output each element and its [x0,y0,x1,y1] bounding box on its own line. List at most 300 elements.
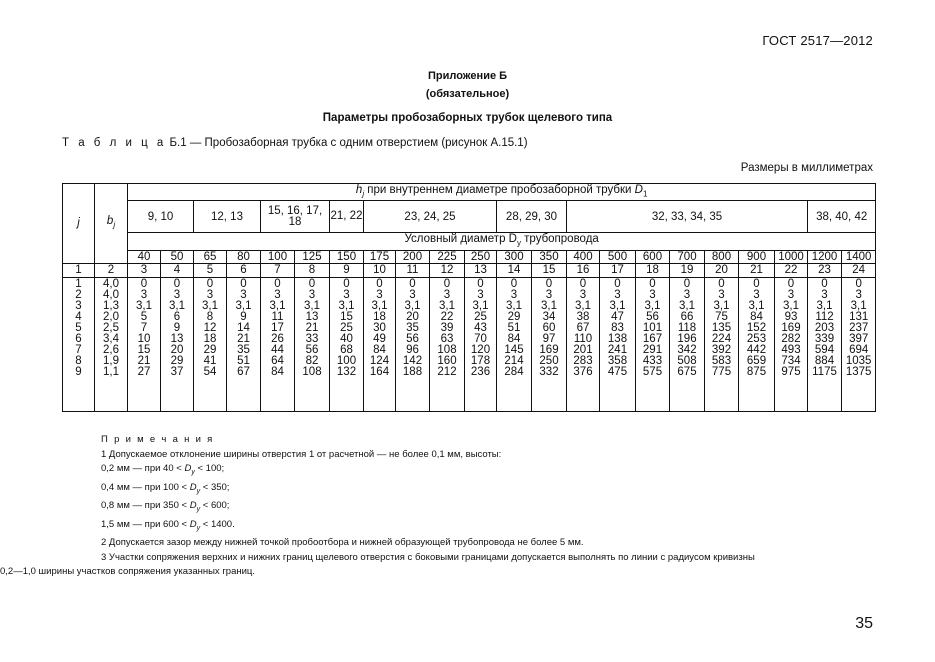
dn-value-cell: 600 [636,250,670,263]
table-value: 884 [814,355,835,368]
appendix-status: (обязательное) [425,88,510,100]
units-note: Размеры в миллиметрах [740,162,873,174]
note-1-range-1: 0,2 мм — при $40 < D_y < 100$; [101,463,225,477]
column-number-cell: 11 [396,263,430,277]
table-value: 37 [170,366,184,379]
column-number-cell: 12 [430,263,465,277]
dn-value-cell: 800 [705,250,739,263]
table-value: 56 [406,333,419,346]
table-value: 875 [746,366,767,379]
table-value: 21 [237,333,250,346]
table-value: 3 [510,288,518,301]
column-number-cell: 5 [194,263,227,277]
table-value: 3 [821,288,828,301]
table-value: 21 [305,321,319,334]
table-value: 118 [677,321,697,334]
table-caption [62,137,528,149]
table-value: 3,1 [850,299,867,312]
table-value: 0 [649,277,656,290]
notes-title: П р и м е ч а н и я [101,434,215,445]
table-value: 433 [642,355,663,368]
dn-value-cell: 200 [396,250,430,263]
table-value: 43 [474,321,487,334]
table-value: 3,1 [304,299,320,312]
table-value: 508 [677,355,697,368]
column-number-cell: 22 [775,263,808,277]
dn-header: Условный диаметр $D_у$ трубопровода [128,233,876,250]
table-value: 0 [409,277,416,290]
appendix-heading: Параметры пробозаборных трубок щелевого типа [322,112,613,124]
column-number-cell: 1 [63,263,95,277]
table-value: 33 [305,333,319,346]
table-value: 0 [477,277,484,290]
table-value: 493 [781,344,801,357]
table-value: 145 [504,344,524,357]
table-value: 0 [173,277,181,290]
data-column-cell [430,277,465,411]
table-value: 3 [140,288,148,301]
table-value: 1375 [845,366,872,379]
table-value: 3 [579,288,587,301]
table-value: 594 [814,344,835,357]
table-value: 283 [573,355,593,368]
table-value: 3 [614,288,621,301]
table-value: 212 [437,366,457,379]
table-value: 376 [573,366,593,379]
data-column-cell [775,277,808,411]
table-value: 21 [137,355,151,368]
dn-value-cell: 1000 [775,250,808,263]
dn-value-cell: 250 [465,250,497,263]
table-value: 975 [781,366,801,379]
table-value: 1035 [845,355,872,368]
table-value: 3 [409,288,416,301]
table-value: 442 [746,344,767,357]
dn-value-cell: 500 [600,250,636,263]
table-value: 47 [611,310,624,323]
dn-value-cell: 125 [295,250,330,263]
table-value: 60 [542,321,556,334]
dn-value-cell: 100 [261,250,295,263]
table-value: 0 [240,277,247,290]
table-value: 3 [855,288,862,301]
table-value: 167 [642,333,663,346]
table-value: 236 [470,366,491,379]
group-28-30: 28, 29, 30 [497,201,567,233]
table-value: 7 [75,344,82,357]
dn-value-cell: 80 [227,250,261,263]
table-value: 7 [140,321,148,334]
table-value: 70 [474,333,487,346]
table-value: 12 [203,321,217,334]
column-number-cell: 19 [670,263,705,277]
table-value: 2,6 [103,344,119,357]
data-column-cell [364,277,396,411]
table-value: 0 [683,277,691,290]
dn-value-cell: 900 [739,250,775,263]
table-value: 575 [642,366,663,379]
data-column-cell [95,277,128,411]
table-value: 9 [173,321,181,334]
table-value: 3 [240,288,247,301]
table-value: 237 [849,321,869,334]
table-value: 75 [715,310,728,323]
column-number-cell: 23 [808,263,842,277]
table-value: 26 [271,333,284,346]
table-value: 3 [308,288,316,301]
dn-value-cell: 40 [128,250,161,263]
dn-values-row [63,250,876,263]
table-value: 29 [507,310,521,323]
table-value: 3 [753,288,760,301]
data-column-cell [670,277,705,411]
table-value: 3,1 [541,299,557,312]
table-value: 18 [373,310,386,323]
appendix-title: Приложение Б [427,70,508,82]
group-21-22: 21, 22 [330,201,364,233]
data-column-cell [808,277,842,411]
table-value: 67 [576,321,590,334]
note-3: 3 Участки сопряжения верхних и нижних границ щелевого отверстия с боковыми границами допускается выполнять по линии с радиусом кривизны [101,551,755,563]
table-value: 178 [470,355,491,368]
table-value: 82 [305,355,319,368]
dn-value-cell: 400 [567,250,600,263]
table-value: 0 [274,277,281,290]
table-value: 20 [406,310,419,323]
table-value: 3 [787,288,795,301]
table-value: 3 [683,288,691,301]
table-value: 1 [75,277,82,290]
table-value: 67 [237,366,250,379]
table-value: 101 [642,321,663,334]
table-value: 3,1 [439,299,455,312]
column-number-cell: 14 [497,263,532,277]
table-value: 39 [440,321,454,334]
table-value: 1,3 [103,299,119,312]
data-column-cell [567,277,600,411]
document-code: ГОСТ 2517—2012 [762,33,873,48]
note-1-range-2: 0,4 мм — при $100 < D_y < 350$; [101,481,230,495]
table-value: 38 [576,310,590,323]
column-number-cell: 13 [465,263,497,277]
notes-block [0,433,874,580]
table-value: 1,1 [103,366,119,379]
table-value: 142 [402,355,423,368]
table-value: 4,0 [103,288,119,301]
table-value: 97 [542,333,556,346]
table-value: 188 [402,366,423,379]
table-number: Б.1 [169,137,187,149]
table-value: 10 [137,333,151,346]
table-value: 108 [437,344,457,357]
table-value: 3 [274,288,281,301]
table-value: 0 [718,277,725,290]
table-value: 3,1 [235,299,252,312]
data-column-cell [396,277,430,411]
table-value: 0 [545,277,553,290]
table-value: 0 [821,277,828,290]
col-bj-header: $b_j$ [95,184,128,264]
table-value: 124 [369,355,390,368]
table-value: 14 [237,321,250,334]
column-number-cell: 3 [128,263,161,277]
table-value: 1,9 [103,355,119,368]
data-column-cell [261,277,295,411]
table-value: 3,1 [269,299,286,312]
table-value: 4,0 [103,277,119,290]
table-value: 17 [271,321,284,334]
table-caption-text: — Пробозаборная трубка с одним отверстием (рисунок А.15.1) [186,137,528,149]
dn-value-cell: 1200 [808,250,842,263]
group-23-25: 23, 24, 25 [364,201,497,233]
table-value: 2 [75,288,82,301]
table-value: 6 [75,333,82,346]
table-value: 3 [173,288,181,301]
table-value: 3,1 [644,299,661,312]
table-value: 15 [137,344,151,357]
data-table [62,183,876,412]
table-value: 20 [170,344,184,357]
table-value: 339 [814,333,835,346]
table-value: 241 [607,344,628,357]
table-value: 8 [75,355,82,368]
table-value: 250 [539,355,559,368]
column-number-cell: 7 [261,263,295,277]
table-value: 775 [711,366,732,379]
table-value: 110 [573,333,593,346]
table-value: 108 [302,366,322,379]
column-number-cell: 17 [600,263,636,277]
data-column-cell [636,277,670,411]
table-value: 84 [750,310,763,323]
note-1-range-4: 1,5 мм — при $600 < D_y < 1400$. [101,518,235,532]
table-value: 34 [542,310,556,323]
column-number-cell: 24 [842,263,876,277]
col-j-header: j [63,184,95,264]
table-value: 282 [781,333,801,346]
table-value: 3,1 [169,299,185,312]
table-value: 22 [440,310,454,323]
column-number-cell: 16 [567,263,600,277]
column-number-cell: 9 [330,263,364,277]
table-value: 56 [646,310,659,323]
table-value: 3,1 [816,299,833,312]
note-2: 2 Допускается зазор между нижней точкой пробоотбора и нижней образующей трубопровода не более 5 мм. [101,537,584,549]
data-column-cell [295,277,330,411]
group-32-35: 32, 33, 34, 35 [567,201,808,233]
column-numbers-row [63,263,876,277]
table-value: 224 [711,333,732,346]
table-value: 3,4 [103,333,119,346]
column-number-cell: 20 [705,263,739,277]
table-value: 3,1 [506,299,522,312]
table-value: 291 [642,344,663,357]
table-value: 3,1 [783,299,799,312]
table-value: 13 [170,333,184,346]
table-value: 3,1 [472,299,489,312]
data-column-cell [128,277,161,411]
column-number-cell: 4 [161,263,194,277]
note-3-continuation: 0,2—1,0 ширины участков сопряжения указанных границ. [0,566,255,578]
table-value: 734 [781,355,801,368]
table-value: 160 [437,355,457,368]
table-value: 2,5 [103,321,119,334]
table-value: 8 [206,310,214,323]
table-value: 3 [343,288,350,301]
table-value: 3,1 [609,299,626,312]
column-number-cell: 8 [295,263,330,277]
table-value: 196 [677,333,697,346]
table-value: 0 [140,277,148,290]
table-value: 475 [607,366,628,379]
table-value: 0 [206,277,214,290]
table-value: 3 [75,299,82,312]
table-value: 3,1 [404,299,421,312]
table-value: 84 [373,344,386,357]
dn-value-cell: 1400 [842,250,876,263]
table-value: 4 [75,310,82,323]
table-value: 84 [507,333,521,346]
table-value: 169 [539,344,559,357]
table-value: 30 [373,321,386,334]
table-value: 11 [271,310,284,323]
table-value: 56 [305,344,319,357]
data-column-cell [497,277,532,411]
table-value: 54 [203,366,217,379]
dn-value-cell: 300 [497,250,532,263]
note-1-range-3: 0,8 мм — при $350 < D_y < 600$; [101,500,230,514]
table-value: 0 [855,277,862,290]
table-value: 3,1 [713,299,730,312]
table-value: 0 [343,277,350,290]
data-column-cell [465,277,497,411]
table-value: 332 [539,366,559,379]
table-value: 84 [271,366,284,379]
table-value: 0 [510,277,518,290]
table-body-row [63,277,876,411]
table-value: 3,1 [679,299,695,312]
table-value: 29 [203,344,217,357]
column-number-cell: 21 [739,263,775,277]
table-value: 44 [271,344,284,357]
data-column-cell [194,277,227,411]
table-value: 131 [849,310,869,323]
table-value: 29 [170,355,184,368]
data-column-cell [227,277,261,411]
table-value: 0 [308,277,316,290]
table-value: 3 [477,288,484,301]
table-value: 3,1 [575,299,591,312]
group-9-10: 9, 10 [128,201,194,233]
table-value: 25 [340,321,353,334]
table-value: 3 [206,288,214,301]
table-value: 93 [784,310,798,323]
table-value: 358 [607,355,628,368]
table-value: 164 [369,366,390,379]
table-value: 63 [440,333,454,346]
table-value: 9 [240,310,247,323]
data-column-cell [842,277,876,411]
table-value: 203 [814,321,835,334]
table-value: 112 [815,310,834,323]
table-value: 659 [746,355,767,368]
data-column-cell [600,277,636,411]
table-value: 3,1 [338,299,355,312]
table-value: 0 [376,277,383,290]
dn-value-cell: 65 [194,250,227,263]
table-value: 3 [376,288,383,301]
table-value: 152 [746,321,767,334]
data-column-cell [739,277,775,411]
table-value: 3,1 [202,299,218,312]
table-value: 169 [781,321,801,334]
table-value: 9 [75,366,82,379]
table-value: 3 [545,288,553,301]
table-value: 96 [406,344,419,357]
table-value: 342 [677,344,697,357]
table-value: 3,1 [136,299,152,312]
dn-value-cell: 350 [532,250,567,263]
table-value: 253 [746,333,767,346]
note-1: 1 Допускаемое отклонение ширины отверстия 1 от расчетной — не более 0,1 мм, высоты: [101,448,502,460]
table-value: 25 [474,310,487,323]
dn-value-cell: 150 [330,250,364,263]
table-value: 5 [140,310,148,323]
table-value: 40 [340,333,353,346]
column-number-cell: 18 [636,263,670,277]
table-value: 1175 [812,366,837,379]
data-column-cell [330,277,364,411]
table-value: 18 [203,333,217,346]
table-value: 51 [237,355,250,368]
h-header: $h_j$ при внутреннем диаметре пробозаборной трубки $D_1$ [128,184,876,201]
table-value: 0 [787,277,795,290]
table-value: 5 [75,321,82,334]
table-value: 27 [137,366,151,379]
table-label: Т а б л и ц а [62,137,167,149]
data-column-cell [63,277,95,411]
table-value: 0 [614,277,621,290]
page-number: 35 [855,615,873,632]
dn-value-cell: 50 [161,250,194,263]
table-value: 3,1 [371,299,388,312]
group-15-18: 15, 16, 17, 18 [261,201,330,233]
table-value: 49 [373,333,386,346]
group-12-13: 12, 13 [194,201,261,233]
column-number-cell: 15 [532,263,567,277]
table-value: 3,1 [748,299,765,312]
data-column-cell [161,277,194,411]
table-value: 6 [173,310,181,323]
table-value: 0 [443,277,451,290]
table-value: 132 [336,366,357,379]
table-value: 0 [753,277,760,290]
table-value: 284 [504,366,524,379]
table-value: 83 [611,321,624,334]
dn-value-cell: 175 [364,250,396,263]
table-value: 135 [711,321,732,334]
table-value: 2,0 [103,310,119,323]
group-38-42: 38, 40, 42 [808,201,876,233]
table-value: 15 [340,310,353,323]
table-value: 214 [504,355,524,368]
data-column-cell [532,277,567,411]
table-value: 68 [340,344,353,357]
table-value: 51 [507,321,521,334]
table-value: 392 [711,344,732,357]
table-value: 64 [271,355,284,368]
table-value: 35 [406,321,419,334]
